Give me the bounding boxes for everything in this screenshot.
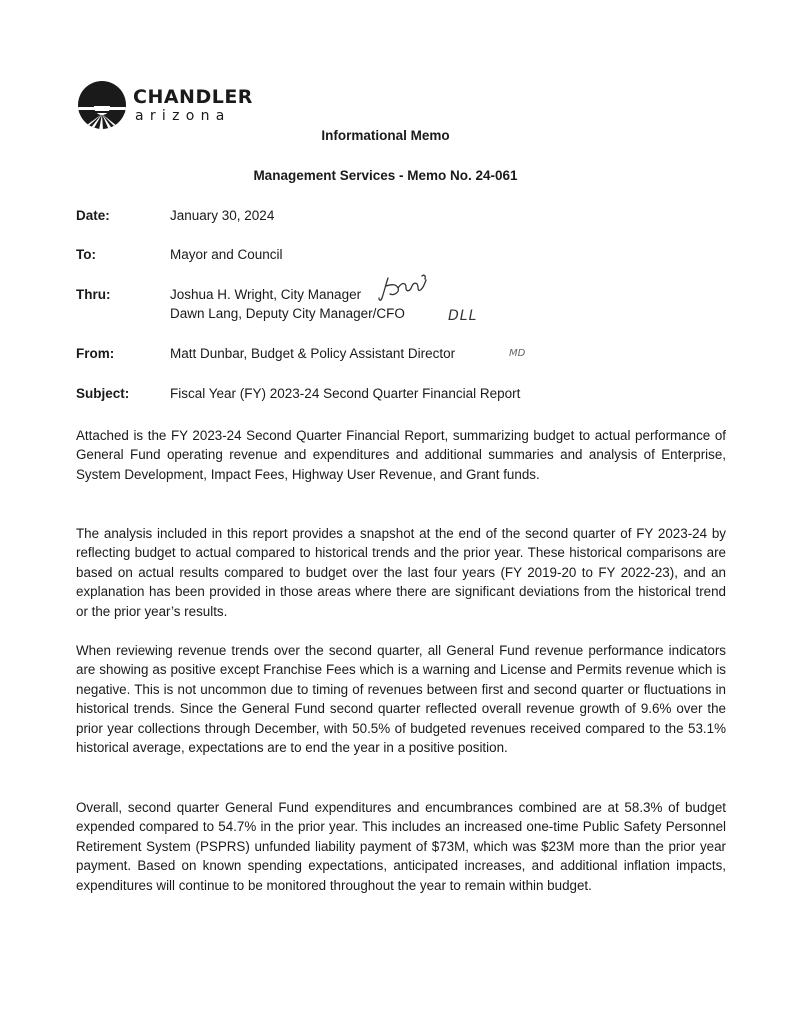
date-value: January 30, 2024 bbox=[170, 208, 275, 223]
date-label: Date: bbox=[76, 208, 110, 223]
to-label: To: bbox=[76, 247, 96, 262]
body-paragraph-3: When reviewing revenue trends over the second quarter, all General Fund revenue performance indicators are showing as positive except Franchise Fees which is a warning and License and Permits revenue which is negative. This is not uncommon due to timing of revenues between first and second quarter or fluctuations in historical trends. Since the General Fund second quarter reflected overall revenue growth of 9.6% over the prior year collections through December, with 50.5% of budgeted revenues received compared to the 53.1% historical average, expectations are to end the year in a positive position. bbox=[76, 643, 726, 756]
thru-label: Thru: bbox=[76, 287, 111, 302]
body-paragraph-1: Attached is the FY 2023-24 Second Quarter Financial Report, summarizing budget to actual performance of General Fund operating revenue and expenditures and additional summaries and analysis of Enterprise, System Development, Impact Fees, Highway User Revenue, and Grant funds. bbox=[76, 428, 726, 482]
logo-subtitle: arizona bbox=[135, 108, 231, 124]
from-value: Matt Dunbar, Budget & Policy Assistant Director bbox=[170, 346, 456, 361]
from-label: From: bbox=[76, 346, 115, 361]
body-paragraph-2: The analysis included in this report provides a snapshot at the end of the second quarter of FY 2023-24 by reflecting budget to actual compared to historical trends and the prior year. These historical comparisons are based on actual results compared to budget over the last four years (FY 2019-20 to FY 2022-23), and an explanation has been provided in those areas where there are significant deviations from the historical trend or the prior year’s results. bbox=[76, 526, 726, 619]
thru-value-deputy: Dawn Lang, Deputy City Manager/CFO bbox=[170, 306, 405, 321]
handwritten-signature bbox=[378, 274, 430, 304]
body-paragraph-4: Overall, second quarter General Fund expenditures and encumbrances combined are at 58.3% of budget expended compared to 54.7% in the prior year. This includes an increased one-time Public Safety Personnel Retirement System (PSPRS) unfunded liability payment of $73M, which was $23M more than the prior year payment. Based on known spending expectations, anticipated increases, and additional inflation impacts, expenditures will continue to be monitored throughout the year to remain within budget. bbox=[76, 800, 726, 893]
subject-value: Fiscal Year (FY) 2023-24 Second Quarter Financial Report bbox=[170, 386, 521, 401]
memo-type-heading: Informational Memo bbox=[321, 128, 450, 143]
deputy-initials: DLL bbox=[448, 308, 478, 324]
thru-value-city-manager: Joshua H. Wright, City Manager bbox=[170, 287, 362, 302]
chandler-logo bbox=[77, 80, 252, 130]
to-value: Mayor and Council bbox=[170, 247, 283, 262]
memo-number-heading: Management Services - Memo No. 24-061 bbox=[253, 168, 518, 183]
logo-wordmark: CHANDLER bbox=[133, 86, 253, 108]
subject-label: Subject: bbox=[76, 386, 130, 401]
from-initials: MD bbox=[509, 348, 526, 359]
city-seal-icon bbox=[77, 80, 127, 130]
